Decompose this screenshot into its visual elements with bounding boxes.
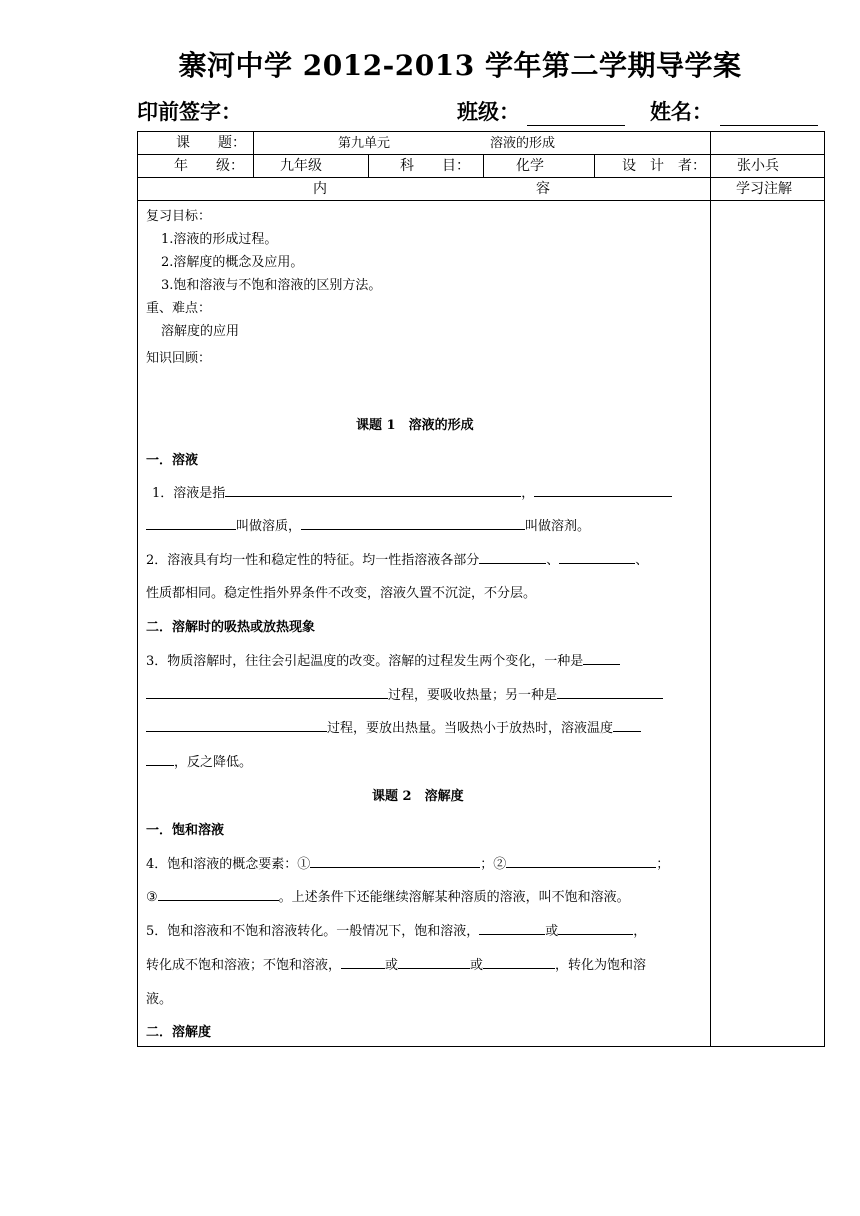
answer-blank[interactable] — [613, 718, 641, 732]
answer-blank[interactable] — [479, 921, 545, 935]
designer-value: 张小兵 — [737, 158, 779, 174]
answer-blank[interactable] — [146, 516, 236, 530]
col-divider — [594, 154, 595, 177]
key-title: 重、难点： — [146, 301, 212, 316]
answer-blank[interactable] — [146, 752, 174, 766]
grade-label: 年 级： — [174, 158, 244, 174]
class-blank[interactable] — [527, 103, 625, 126]
question-5-line-3: 液。 — [146, 992, 173, 1007]
goal-2: 2.溶解度的概念及应用。 — [161, 255, 304, 270]
grade-value: 九年级 — [280, 158, 322, 174]
question-1-line-2: 叫做溶质， 叫做溶剂。 — [146, 515, 590, 534]
signature-line — [137, 96, 242, 126]
row-divider — [138, 154, 824, 155]
goal-3: 3.饱和溶液与不饱和溶液的区别方法。 — [161, 278, 382, 293]
question-2-line-1: 2．溶液具有均一性和稳定性的特征。均一性指溶液各部分 、 、 — [146, 549, 648, 568]
question-5-line-1: 5．饱和溶液和不饱和溶液转化。一般情况下，饱和溶液， 或 ， — [146, 920, 646, 939]
page-title: 寨河中学 2012-2013 学年第二学期导学案 — [178, 49, 742, 82]
designer-label: 设 计 者： — [622, 158, 706, 174]
topic-label: 课 题： — [176, 135, 246, 151]
answer-blank[interactable] — [398, 955, 470, 969]
question-3-line-2: 过程，要吸收热量；另一种是 — [146, 684, 663, 703]
topic-name: 溶液的形成 — [490, 136, 556, 151]
goal-1: 1.溶液的形成过程。 — [161, 232, 278, 247]
signature-label: 印前签字： — [137, 99, 242, 124]
notes-divider — [710, 132, 711, 1046]
key-text: 溶解度的应用 — [161, 324, 240, 339]
answer-blank[interactable] — [557, 685, 663, 699]
name-label: 姓名： — [649, 99, 713, 124]
notes-header: 学习注解 — [736, 181, 792, 197]
section-2-title: 二．溶解时的吸热或放热现象 — [146, 620, 316, 635]
content-header-left: 内 — [313, 181, 327, 197]
question-3-line-1: 3．物质溶解时，往往会引起温度的改变。溶解的过程发生两个变化，一种是 — [146, 650, 620, 669]
content-header-right: 容 — [536, 181, 550, 197]
answer-blank[interactable] — [583, 651, 620, 665]
question-4-line-2: ③ 。上述条件下还能继续溶解某种溶质的溶液，叫不饱和溶液。 — [146, 886, 630, 905]
lesson-1-title: 课题 1 溶液的形成 — [356, 418, 474, 433]
answer-blank[interactable] — [506, 854, 656, 868]
subject-value: 化学 — [516, 158, 544, 174]
answer-blank[interactable] — [534, 483, 672, 497]
answer-blank[interactable] — [483, 955, 555, 969]
section-4-title: 二．溶解度 — [146, 1025, 212, 1040]
lesson-2-title: 课题 2 溶解度 — [372, 789, 464, 804]
section-1-title: 一．溶液 — [146, 453, 199, 468]
question-2-line-2: 性质都相同。稳定性指外界条件不改变，溶液久置不沉淀，不分层。 — [146, 586, 537, 601]
col-divider — [368, 154, 369, 177]
answer-blank[interactable] — [225, 483, 521, 497]
answer-blank[interactable] — [558, 921, 633, 935]
row-divider — [138, 200, 824, 201]
answer-blank[interactable] — [301, 516, 525, 530]
col-divider — [253, 132, 254, 177]
answer-blank[interactable] — [310, 854, 480, 868]
question-5-line-2: 转化成不饱和溶液；不饱和溶液， 或 或 ，转化为饱和溶 — [146, 954, 646, 973]
answer-blank[interactable] — [341, 955, 385, 969]
topic-unit: 第九单元 — [338, 136, 391, 151]
question-3-line-4: ，反之降低。 — [146, 751, 252, 770]
review-title: 知识回顾： — [146, 351, 212, 366]
question-4-line-1: 4．饱和溶液的概念要素：① ；② ； — [146, 853, 669, 872]
question-3-line-3: 过程，要放出热量。当吸热小于放热时，溶液温度 — [146, 717, 641, 736]
section-3-title: 一．饱和溶液 — [146, 823, 225, 838]
answer-blank[interactable] — [146, 685, 388, 699]
answer-blank[interactable] — [559, 550, 635, 564]
subject-label: 科 目： — [400, 158, 470, 174]
class-label: 班级： — [457, 99, 520, 124]
question-1-line-1: 1．溶液是指 ， — [152, 482, 672, 501]
answer-blank[interactable] — [479, 550, 546, 564]
answer-blank[interactable] — [146, 718, 327, 732]
col-divider — [483, 154, 484, 177]
row-divider — [138, 177, 824, 178]
goals-title: 复习目标： — [146, 209, 212, 224]
class-name-line — [457, 96, 818, 126]
name-blank[interactable] — [720, 103, 818, 126]
answer-blank[interactable] — [158, 887, 279, 901]
